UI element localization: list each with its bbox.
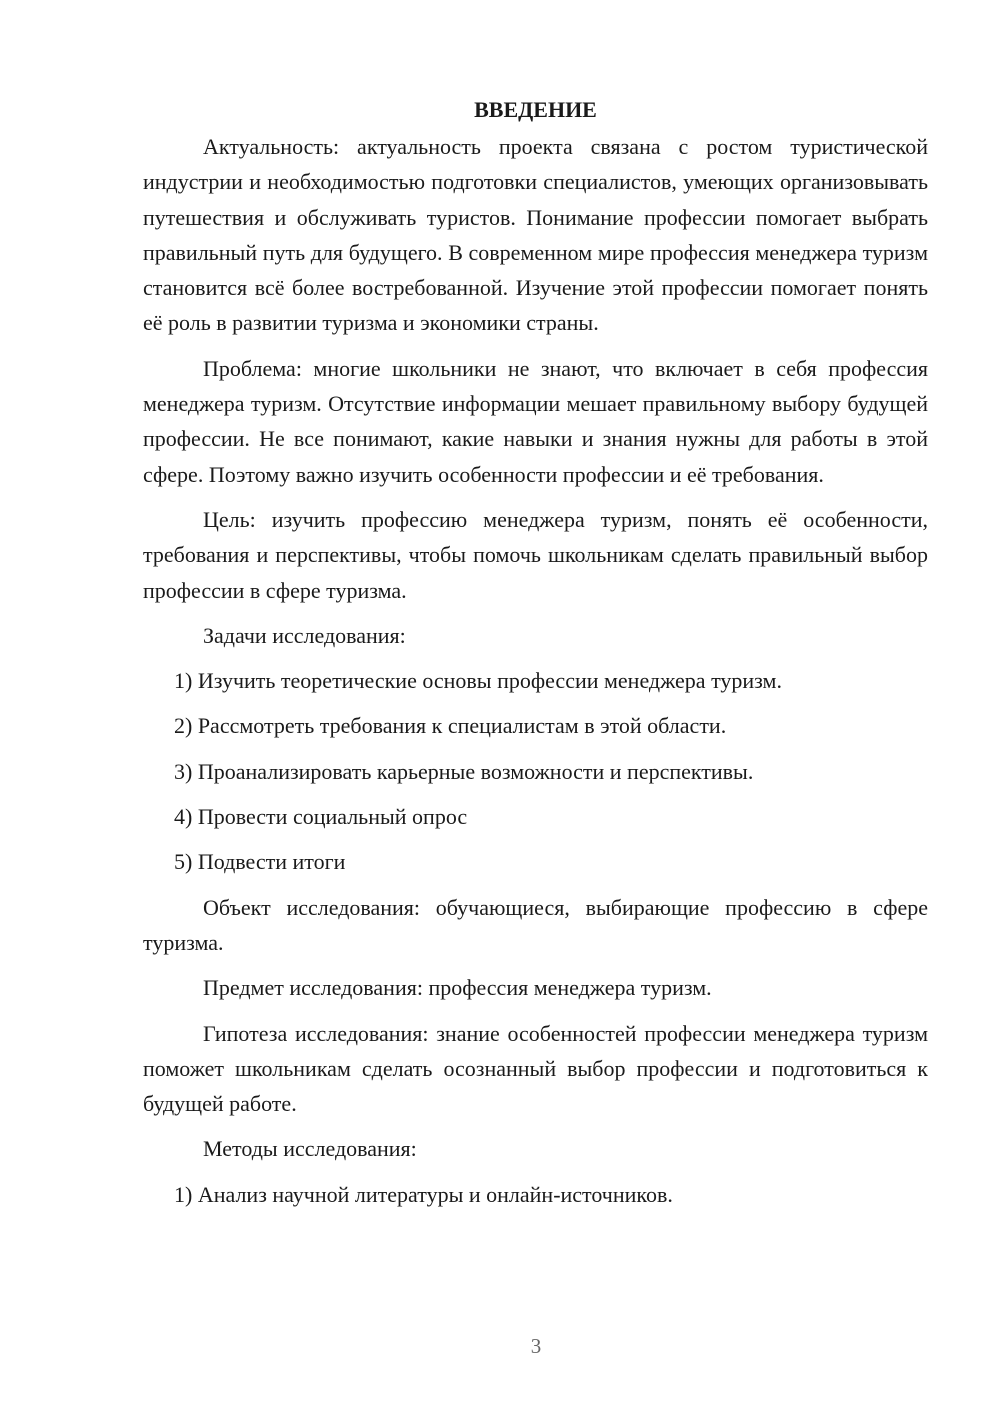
goal-paragraph: Цель: изучить профессию менеджера туризм, понять её особенности, требования и перспективы, чтобы помочь школьникам сделать правильный выбор профессии в сфере туризма. xyxy=(143,506,928,603)
relevance-paragraph: Актуальность: актуальность проекта связана с ростом туристической индустрии и необходимостью подготовки специалистов, умеющих организовывать путешествия и обслуживать туристов. Понимание профессии помогает выбрать правильный путь для будущего. В современном мире профессия менеджера туризм становится всё более востребованной. Изучение этой профессии помогает понять её роль в развитии туризма и экономики страны. xyxy=(143,134,928,336)
tasks-heading: Задачи исследования: xyxy=(203,622,406,648)
methods-heading: Методы исследования: xyxy=(203,1136,417,1162)
task-item: 3) Проанализировать карьерные возможности и перспективы. xyxy=(174,758,754,784)
task-item: 1) Изучить теоретические основы профессии менеджера туризм. xyxy=(174,668,782,694)
problem-paragraph: Проблема: многие школьники не знают, что включает в себя профессия менеджера туризм. Отсутствие информации мешает правильному выбору будущей профессии. Не все понимают, какие навыки и знания нужны для работы в этой сфере. Поэтому важно изучить особенности профессии и её требования. xyxy=(143,355,928,487)
object-paragraph: Объект исследования: обучающиеся, выбирающие профессию в сфере туризма. xyxy=(143,894,928,955)
task-item: 2) Рассмотреть требования к специалистам в этой области. xyxy=(174,713,727,739)
method-item: 1) Анализ научной литературы и онлайн-источников. xyxy=(174,1181,673,1207)
subject-paragraph: Предмет исследования: профессия менеджера туризм. xyxy=(203,975,712,1001)
page-content xyxy=(143,92,928,1222)
hypothesis-paragraph: Гипотеза исследования: знание особенностей профессии менеджера туризм поможет школьникам сделать осознанный выбор профессии и подготовиться к будущей работе. xyxy=(143,1020,928,1117)
task-item: 5) Подвести итоги xyxy=(174,849,346,875)
page-number: 3 xyxy=(530,1334,542,1358)
task-item: 4) Провести социальный опрос xyxy=(174,804,468,830)
page-title: ВВЕДЕНИЕ xyxy=(474,97,597,122)
